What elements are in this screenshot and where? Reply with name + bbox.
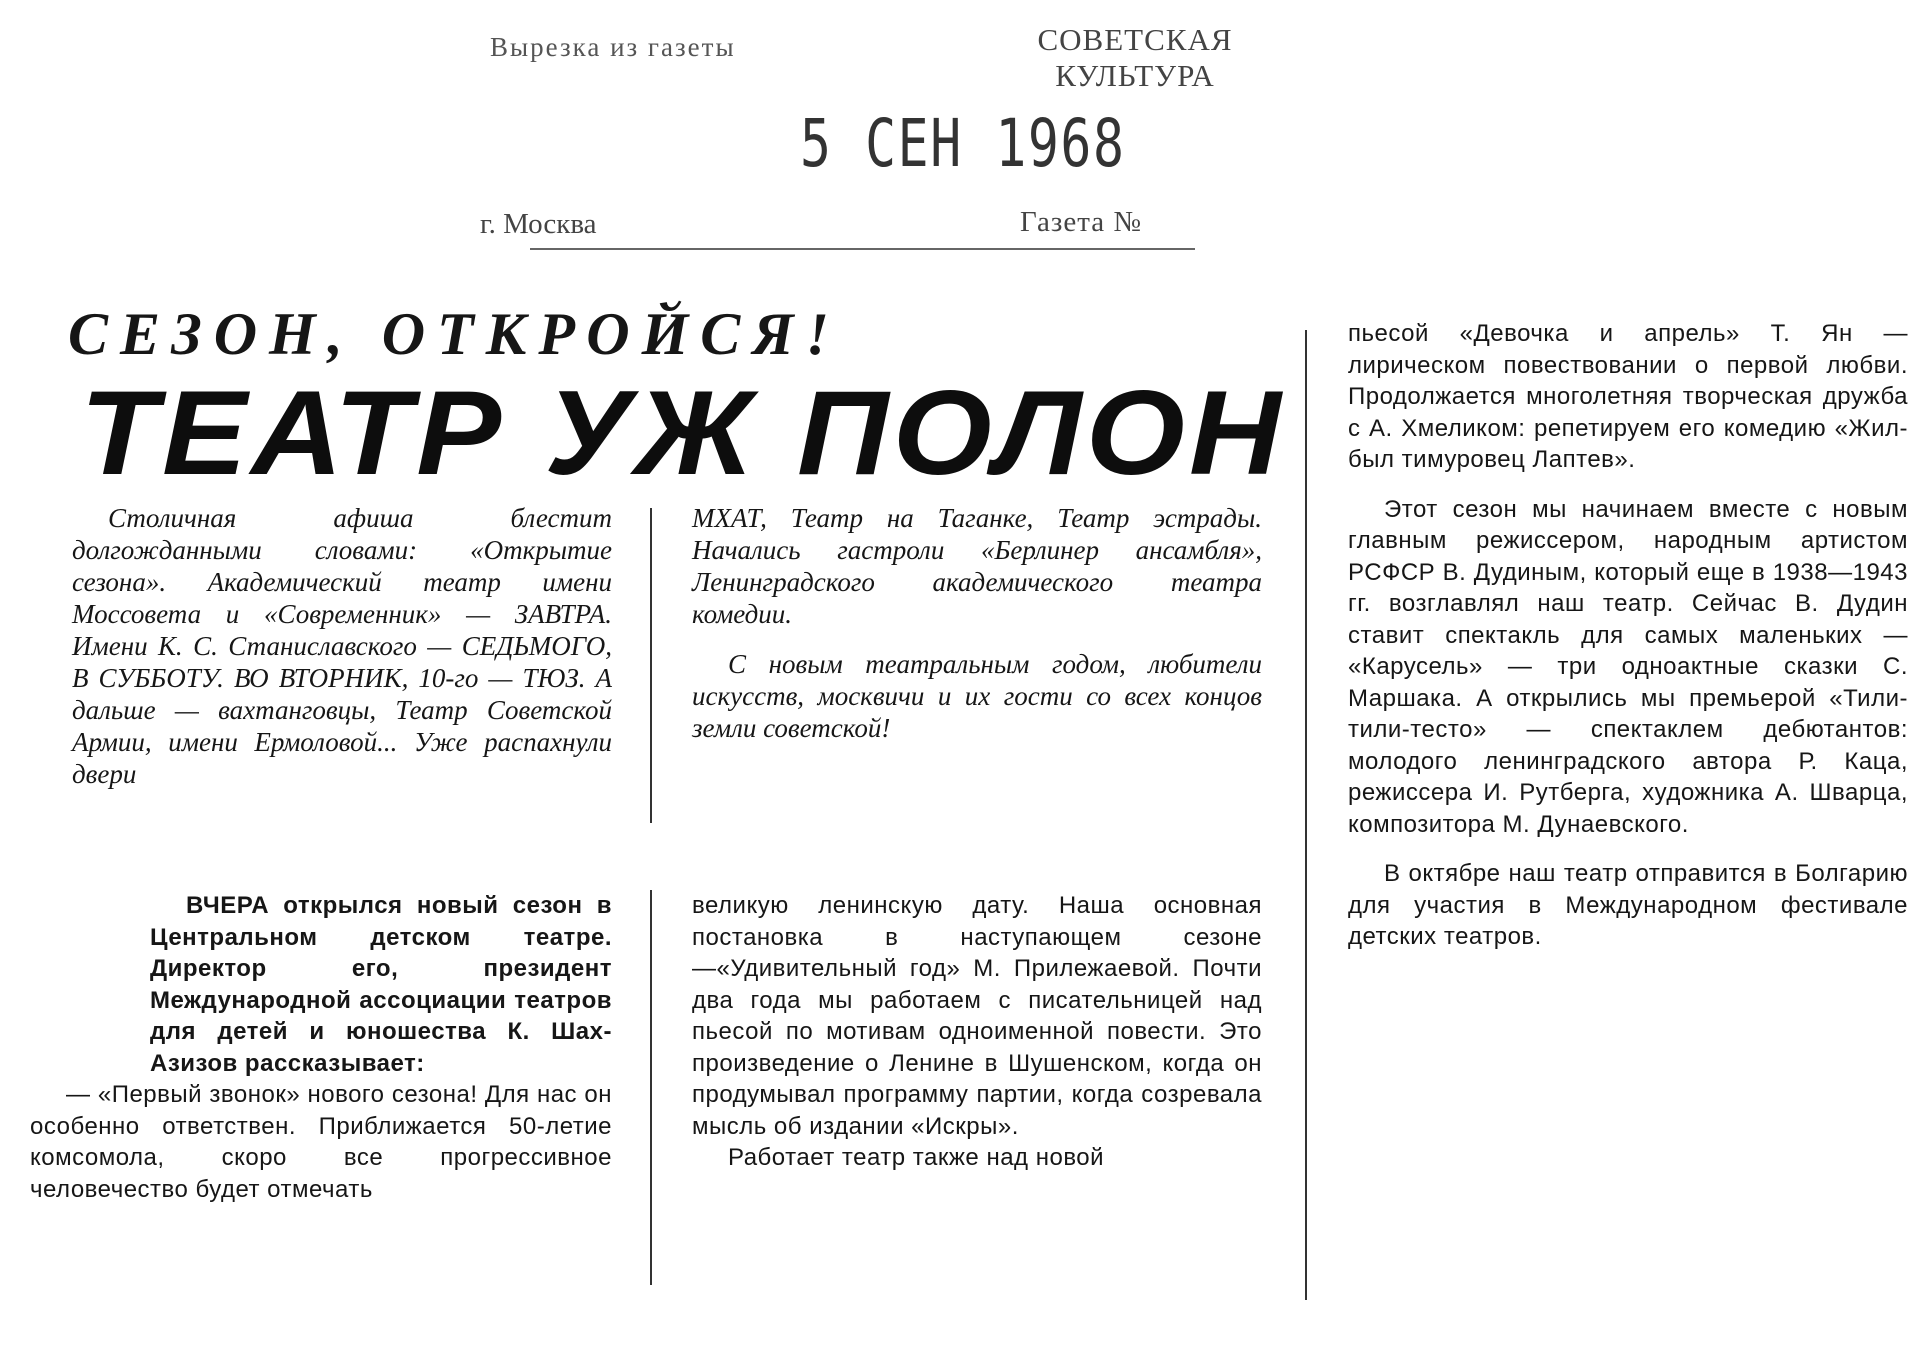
body-column-1 — [30, 890, 612, 1205]
interview-intro: ВЧЕРА открылся новый сезон в Центральном детском театре. Директор его, президент Международной ассоциации театров для детей и юношества К. Шах-Азизов рассказывает: — [150, 892, 612, 1077]
column-divider — [650, 508, 652, 823]
lead-column-1 — [72, 502, 612, 790]
issue-label: Газета № — [1020, 206, 1143, 238]
lead-paragraph-3: С новым театральным годом, любители искусств, москвичи и их гости со всех концов земли советской! — [692, 649, 1262, 743]
body-paragraph-4: пьесой «Девочка и апрель» Т. Ян — лирическом повествовании о первой любви. Продолжается многолетняя творческая дружба с А. Хмеликом: репетируем его комедию «Жил-был тимуровец Лаптев». — [1348, 320, 1908, 473]
city-label: г. Москва — [480, 208, 597, 240]
article-headline: ТЕАТР УЖ ПОЛОН — [80, 366, 1286, 500]
body-paragraph-6: В октябре наш театр отправится в Болгарию для участия в Международном фестивале детских театров. — [1348, 860, 1908, 950]
clipping-label: Вырезка из газеты — [490, 32, 736, 62]
body-column-2 — [692, 890, 1262, 1174]
date-stamp: 5 СЕН 1968 — [800, 105, 1126, 182]
column-divider — [1305, 330, 1307, 1300]
body-paragraph-3: Работает театр также над новой — [728, 1144, 1105, 1171]
header-rule — [530, 248, 1195, 250]
article-kicker: СЕЗОН, ОТКРОЙСЯ! — [68, 301, 841, 367]
column-divider — [650, 890, 652, 1285]
body-column-3 — [1348, 318, 1908, 953]
body-paragraph-1: — «Первый звонок» нового сезона! Для нас он особенно ответствен. Приближается 50-летие комсомола, скоро все прогрессивное человечество будет отмечать — [30, 1081, 612, 1203]
body-paragraph-5: Этот сезон мы начинаем вместе с новым главным режиссером, народным артистом РСФСР В. Дудиным, который еще в 1938—1943 гг. возглавлял наш театр. Сейчас В. Дудин ставит спектакль для самых маленьких — «Карусель» — три одноактные сказки С. Маршака. А открылись мы премьерой «Тили-тили-тесто» — спектаклем дебютантов: молодого ленинградского автора Р. Каца, режиссера И. Рутберга, художника А. Шварца, композитора М. Дунаевского. — [1348, 495, 1908, 838]
lead-paragraph-1: Столичная афиша блестит долгожданными словами: «Открытие сезона». Академический театр имени Моссовета и «Современник» — ЗАВТРА. Имени К. С. Станиславского — СЕДЬМОГО, В СУББОТУ. ВО ВТОРНИК, 10-го — ТЮЗ. А дальше — вахтанговцы, Театр Советской Армии, имени Ермоловой... Уже распахнули двери — [72, 503, 612, 789]
newspaper-name: СОВЕТСКАЯ КУЛЬТУРА — [1037, 22, 1233, 93]
lead-paragraph-2: МХАТ, Театр на Таганке, Театр эстрады. Начались гастроли «Берлинер ансамбля», Ленинградского академического театра комедии. — [692, 503, 1262, 629]
body-paragraph-2: великую ленинскую дату. Наша основная постановка в наступающем сезоне—«Удивительный год» М. Прилежаевой. Почти два года мы работаем с писательницей над пьесой по мотивам одноименной повести. Это произведение о Ленине в Шушенском, когда он продумывал программу партии, когда созревала мысль об издании «Искры». — [692, 892, 1262, 1140]
lead-column-2 — [692, 502, 1262, 744]
